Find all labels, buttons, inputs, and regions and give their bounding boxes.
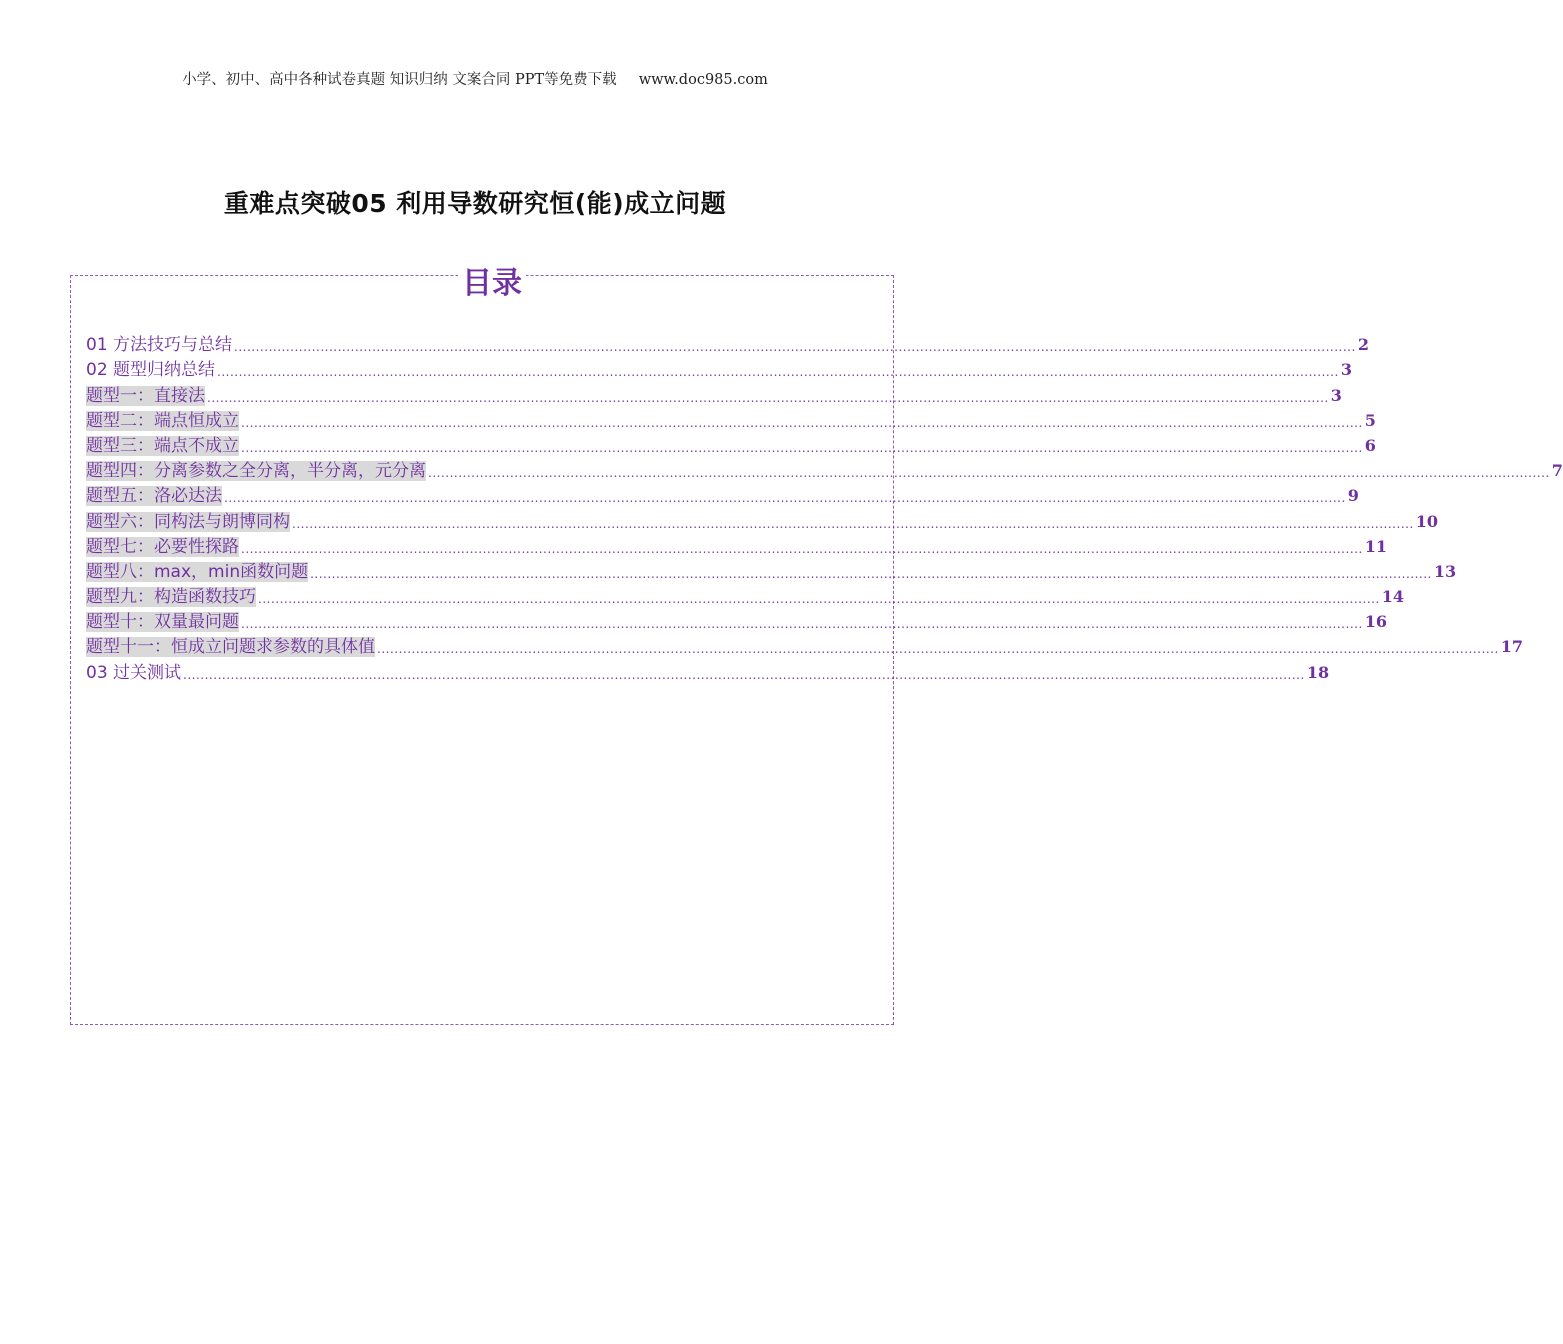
toc-leader-dots: ....................................................................................................................................................................................................................................................................	[292, 516, 1414, 531]
toc-item[interactable]	[86, 582, 1405, 608]
toc-leader-dots: ....................................................................................................................................................................................................................................................................	[241, 440, 1363, 455]
toc-leader-dots: ....................................................................................................................................................................................................................................................................	[428, 466, 1550, 481]
toc-leader-dots: ....................................................................................................................................................................................................................................................................	[241, 541, 1363, 556]
toc-item[interactable]	[86, 607, 1388, 633]
toc-item-label: 题型三：端点不成立	[86, 435, 239, 456]
toc-item-page: 11	[1364, 536, 1388, 556]
toc-item-page: 10	[1415, 511, 1439, 531]
toc-item[interactable]	[86, 632, 1524, 658]
toc-item[interactable]	[86, 481, 1359, 507]
toc-item-page: 13	[1433, 561, 1457, 581]
toc-item-label: 题型四：分离参数之全分离，半分离，元分离	[86, 461, 426, 482]
header-url: www.doc985.com	[638, 72, 768, 88]
toc-item[interactable]	[86, 557, 1457, 582]
toc-item-label: 题型六：同构法与朗博同构	[86, 511, 290, 532]
toc-leader-dots: ....................................................................................................................................................................................................................................................................	[234, 340, 1356, 355]
toc-item-label: 03 过关测试	[86, 662, 182, 683]
document-title: 重难点突破05 利用导数研究恒(能)成立问题	[223, 189, 727, 218]
toc-item-page: 14	[1381, 587, 1405, 607]
toc-item-page: 2	[1357, 335, 1369, 355]
toc-heading: 目录	[0, 258, 984, 302]
toc-leader-dots: ....................................................................................................................................................................................................................................................................	[224, 491, 1346, 506]
toc-item-label: 题型十一：恒成立问题求参数的具体值	[86, 637, 375, 658]
toc-item-page: 3	[1340, 360, 1352, 380]
toc-item[interactable]	[86, 532, 1388, 557]
toc-leader-dots: ....................................................................................................................................................................................................................................................................	[310, 566, 1432, 581]
toc-item-page: 18	[1306, 662, 1330, 682]
toc-item[interactable]	[86, 431, 1376, 456]
toc-list	[86, 330, 1563, 683]
toc-item-page: 5	[1364, 410, 1376, 430]
toc-item-label: 题型七：必要性探路	[86, 536, 239, 557]
toc-item-label: 题型九：构造函数技巧	[86, 587, 256, 608]
page-header	[0, 68, 950, 89]
toc-leader-dots: ....................................................................................................................................................................................................................................................................	[241, 415, 1363, 430]
toc-item[interactable]	[86, 506, 1439, 532]
toc-leader-dots: ....................................................................................................................................................................................................................................................................	[258, 592, 1380, 607]
toc-item[interactable]	[86, 330, 1369, 356]
toc-item-label: 题型八：max，min函数问题	[86, 561, 309, 582]
toc-leader-dots: ....................................................................................................................................................................................................................................................................	[217, 365, 1339, 380]
toc-item[interactable]	[86, 657, 1330, 683]
toc-item-page: 9	[1347, 486, 1359, 506]
toc-item-label: 题型一：直接法	[86, 385, 205, 406]
toc-item[interactable]	[86, 406, 1376, 431]
toc-item-label: 01 方法技巧与总结	[86, 335, 233, 356]
toc-leader-dots: ....................................................................................................................................................................................................................................................................	[183, 667, 1305, 682]
toc-item[interactable]	[86, 456, 1563, 482]
toc-item-page: 7	[1551, 461, 1563, 481]
toc-item-label: 题型十：双量最问题	[86, 612, 239, 633]
toc-item-page: 17	[1500, 637, 1524, 657]
toc-item-page: 3	[1330, 385, 1342, 405]
toc-item[interactable]	[86, 380, 1342, 406]
toc-item[interactable]	[86, 355, 1352, 381]
toc-item-page: 16	[1364, 612, 1388, 632]
toc-item-page: 6	[1364, 435, 1376, 455]
toc-leader-dots: ....................................................................................................................................................................................................................................................................	[207, 390, 1329, 405]
toc-leader-dots: ....................................................................................................................................................................................................................................................................	[241, 617, 1363, 632]
header-text: 小学、初中、高中各种试卷真题 知识归纳 文案合同 PPT等免费下载	[182, 72, 617, 88]
toc-item-label: 题型五：洛必达法	[86, 486, 222, 507]
toc-item-label: 题型二：端点恒成立	[86, 410, 239, 431]
toc-leader-dots: ....................................................................................................................................................................................................................................................................	[377, 642, 1499, 657]
toc-item-label: 02 题型归纳总结	[86, 360, 216, 381]
